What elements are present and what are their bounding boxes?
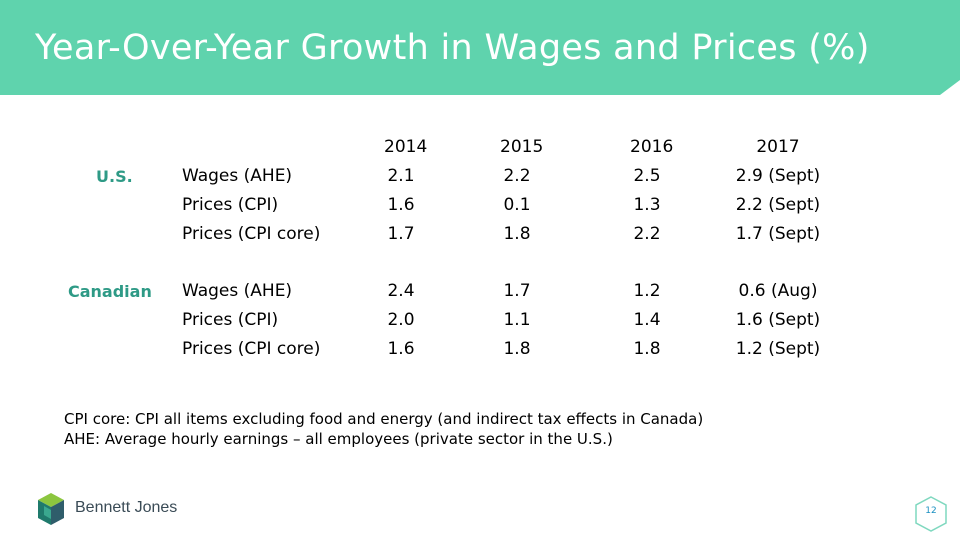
table-cell: 1.8 (633, 339, 661, 359)
table-cell: 1.4 (633, 310, 661, 330)
table-cell: 1.8 (503, 339, 531, 359)
page-number: 12 (925, 506, 937, 516)
table-cell: 2.9 (Sept) (735, 166, 821, 186)
column-header-2017: 2017 (756, 137, 800, 157)
table-cell: 1.8 (503, 224, 531, 244)
table-cell: 2.4 (387, 281, 415, 301)
table-cell: 0.6 (Aug) (738, 281, 818, 301)
table-cell: 2.1 (387, 166, 415, 186)
column-header-2014: 2014 (384, 137, 428, 157)
table-cell: 1.2 (633, 281, 661, 301)
table-cell: 2.2 (633, 224, 661, 244)
table-cell: 0.1 (503, 195, 531, 215)
table-cell: 2.2 (503, 166, 531, 186)
column-header-2016: 2016 (630, 137, 674, 157)
row-label: Prices (CPI core) (182, 339, 321, 359)
table-cell: 1.6 (387, 339, 415, 359)
table-cell: 1.7 (503, 281, 531, 301)
logo-wordmark: Bennett Jones (75, 499, 178, 516)
group-label-us: U.S. (96, 167, 133, 186)
row-label: Wages (AHE) (182, 166, 293, 186)
table-cell: 1.2 (Sept) (735, 339, 821, 359)
table-cell: 1.6 (387, 195, 415, 215)
table-cell: 1.7 (Sept) (735, 224, 821, 244)
group-label-canadian: Canadian (68, 282, 152, 301)
column-header-2015: 2015 (500, 137, 544, 157)
table-cell: 2.5 (633, 166, 661, 186)
row-label: Wages (AHE) (182, 281, 293, 301)
table-cell: 1.3 (633, 195, 661, 215)
footnote-cpi-core: CPI core: CPI all items excluding food and energy (and indirect tax effects in Canada) (64, 410, 704, 428)
footnote-ahe: AHE: Average hourly earnings – all employees (private sector in the U.S.) (64, 430, 613, 448)
table-cell: 1.6 (Sept) (735, 310, 821, 330)
table-cell: 2.0 (387, 310, 415, 330)
slide-title: Year-Over-Year Growth in Wages and Prices (%) (35, 28, 870, 68)
table-cell: 1.7 (387, 224, 415, 244)
bennett-jones-logo-icon (36, 492, 66, 526)
row-label: Prices (CPI) (182, 195, 279, 215)
row-label: Prices (CPI) (182, 310, 279, 330)
table-cell: 2.2 (Sept) (735, 195, 821, 215)
table-cell: 1.1 (503, 310, 531, 330)
row-label: Prices (CPI core) (182, 224, 321, 244)
